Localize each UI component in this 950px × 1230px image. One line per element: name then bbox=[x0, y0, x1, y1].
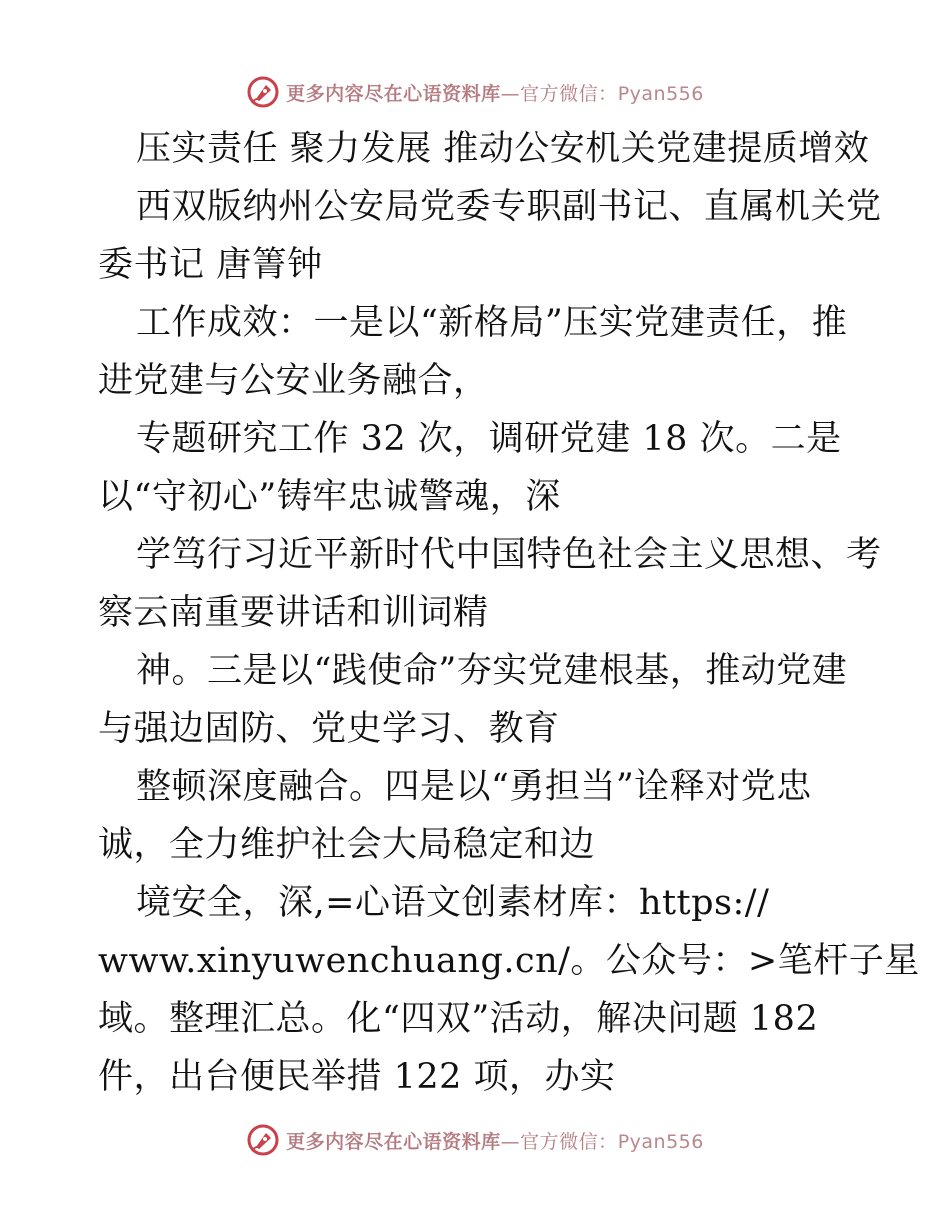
watermark-separator: — bbox=[500, 1130, 521, 1153]
watermark-wechat-label: 官方微信： bbox=[520, 1130, 618, 1153]
header-watermark-text bbox=[286, 79, 704, 106]
body-line: 专题研究工作 32 次，调研党建 18 次。二是 bbox=[136, 419, 842, 459]
pen-nib-logo-icon bbox=[246, 75, 280, 109]
body-line: 察云南重要讲话和训词精 bbox=[98, 593, 489, 633]
body-line: 诚，全力维护社会大局稳定和边 bbox=[98, 825, 596, 865]
author-line-continued: 委书记 唐箐钟 bbox=[98, 245, 323, 285]
body-line: 神。三是以“践使命”夯实党建根基，推动党建 bbox=[136, 651, 848, 691]
author-line: 西双版纳州公安局党委专职副书记、直属机关党 bbox=[136, 187, 882, 227]
watermark-wechat-id: Pyan556 bbox=[617, 82, 704, 105]
watermark-wechat-label: 官方微信： bbox=[520, 82, 618, 105]
body-line: www.xinyuwenchuang.cn/。公众号：>笔杆子星 bbox=[98, 941, 920, 981]
body-line: 域。整理汇总。化“四双”活动，解决问题 182 bbox=[98, 999, 819, 1039]
body-line: 与强边固防、党史学习、教育 bbox=[98, 709, 560, 749]
body-line: 整顿深度融合。四是以“勇担当”诠释对党忠 bbox=[136, 767, 812, 807]
body-line: 件，出台便民举措 122 项，办实 bbox=[98, 1057, 616, 1097]
body-line: 进党建与公安业务融合， bbox=[98, 361, 489, 401]
header-watermark-banner bbox=[0, 72, 950, 112]
document-body bbox=[98, 120, 920, 1106]
body-line: 以“守初心”铸牢忠诚警魂，深 bbox=[98, 477, 561, 517]
document-title: 压实责任 聚力发展 推动公安机关党建提质增效 bbox=[136, 129, 870, 169]
body-line: 学笃行习近平新时代中国特色社会主义思想、考 bbox=[136, 535, 882, 575]
footer-watermark-banner bbox=[0, 1120, 950, 1160]
watermark-brand: 更多内容尽在心语资料库 bbox=[286, 82, 501, 105]
pen-nib-logo-icon bbox=[246, 1123, 280, 1157]
body-line: 工作成效：一是以“新格局”压实党建责任，推 bbox=[136, 303, 848, 343]
watermark-brand: 更多内容尽在心语资料库 bbox=[286, 1130, 501, 1153]
watermark-separator: — bbox=[500, 82, 521, 105]
footer-watermark-text bbox=[286, 1127, 704, 1154]
body-line: 境安全，深,=心语文创素材库：https:// bbox=[136, 883, 770, 923]
watermark-wechat-id: Pyan556 bbox=[617, 1130, 704, 1153]
